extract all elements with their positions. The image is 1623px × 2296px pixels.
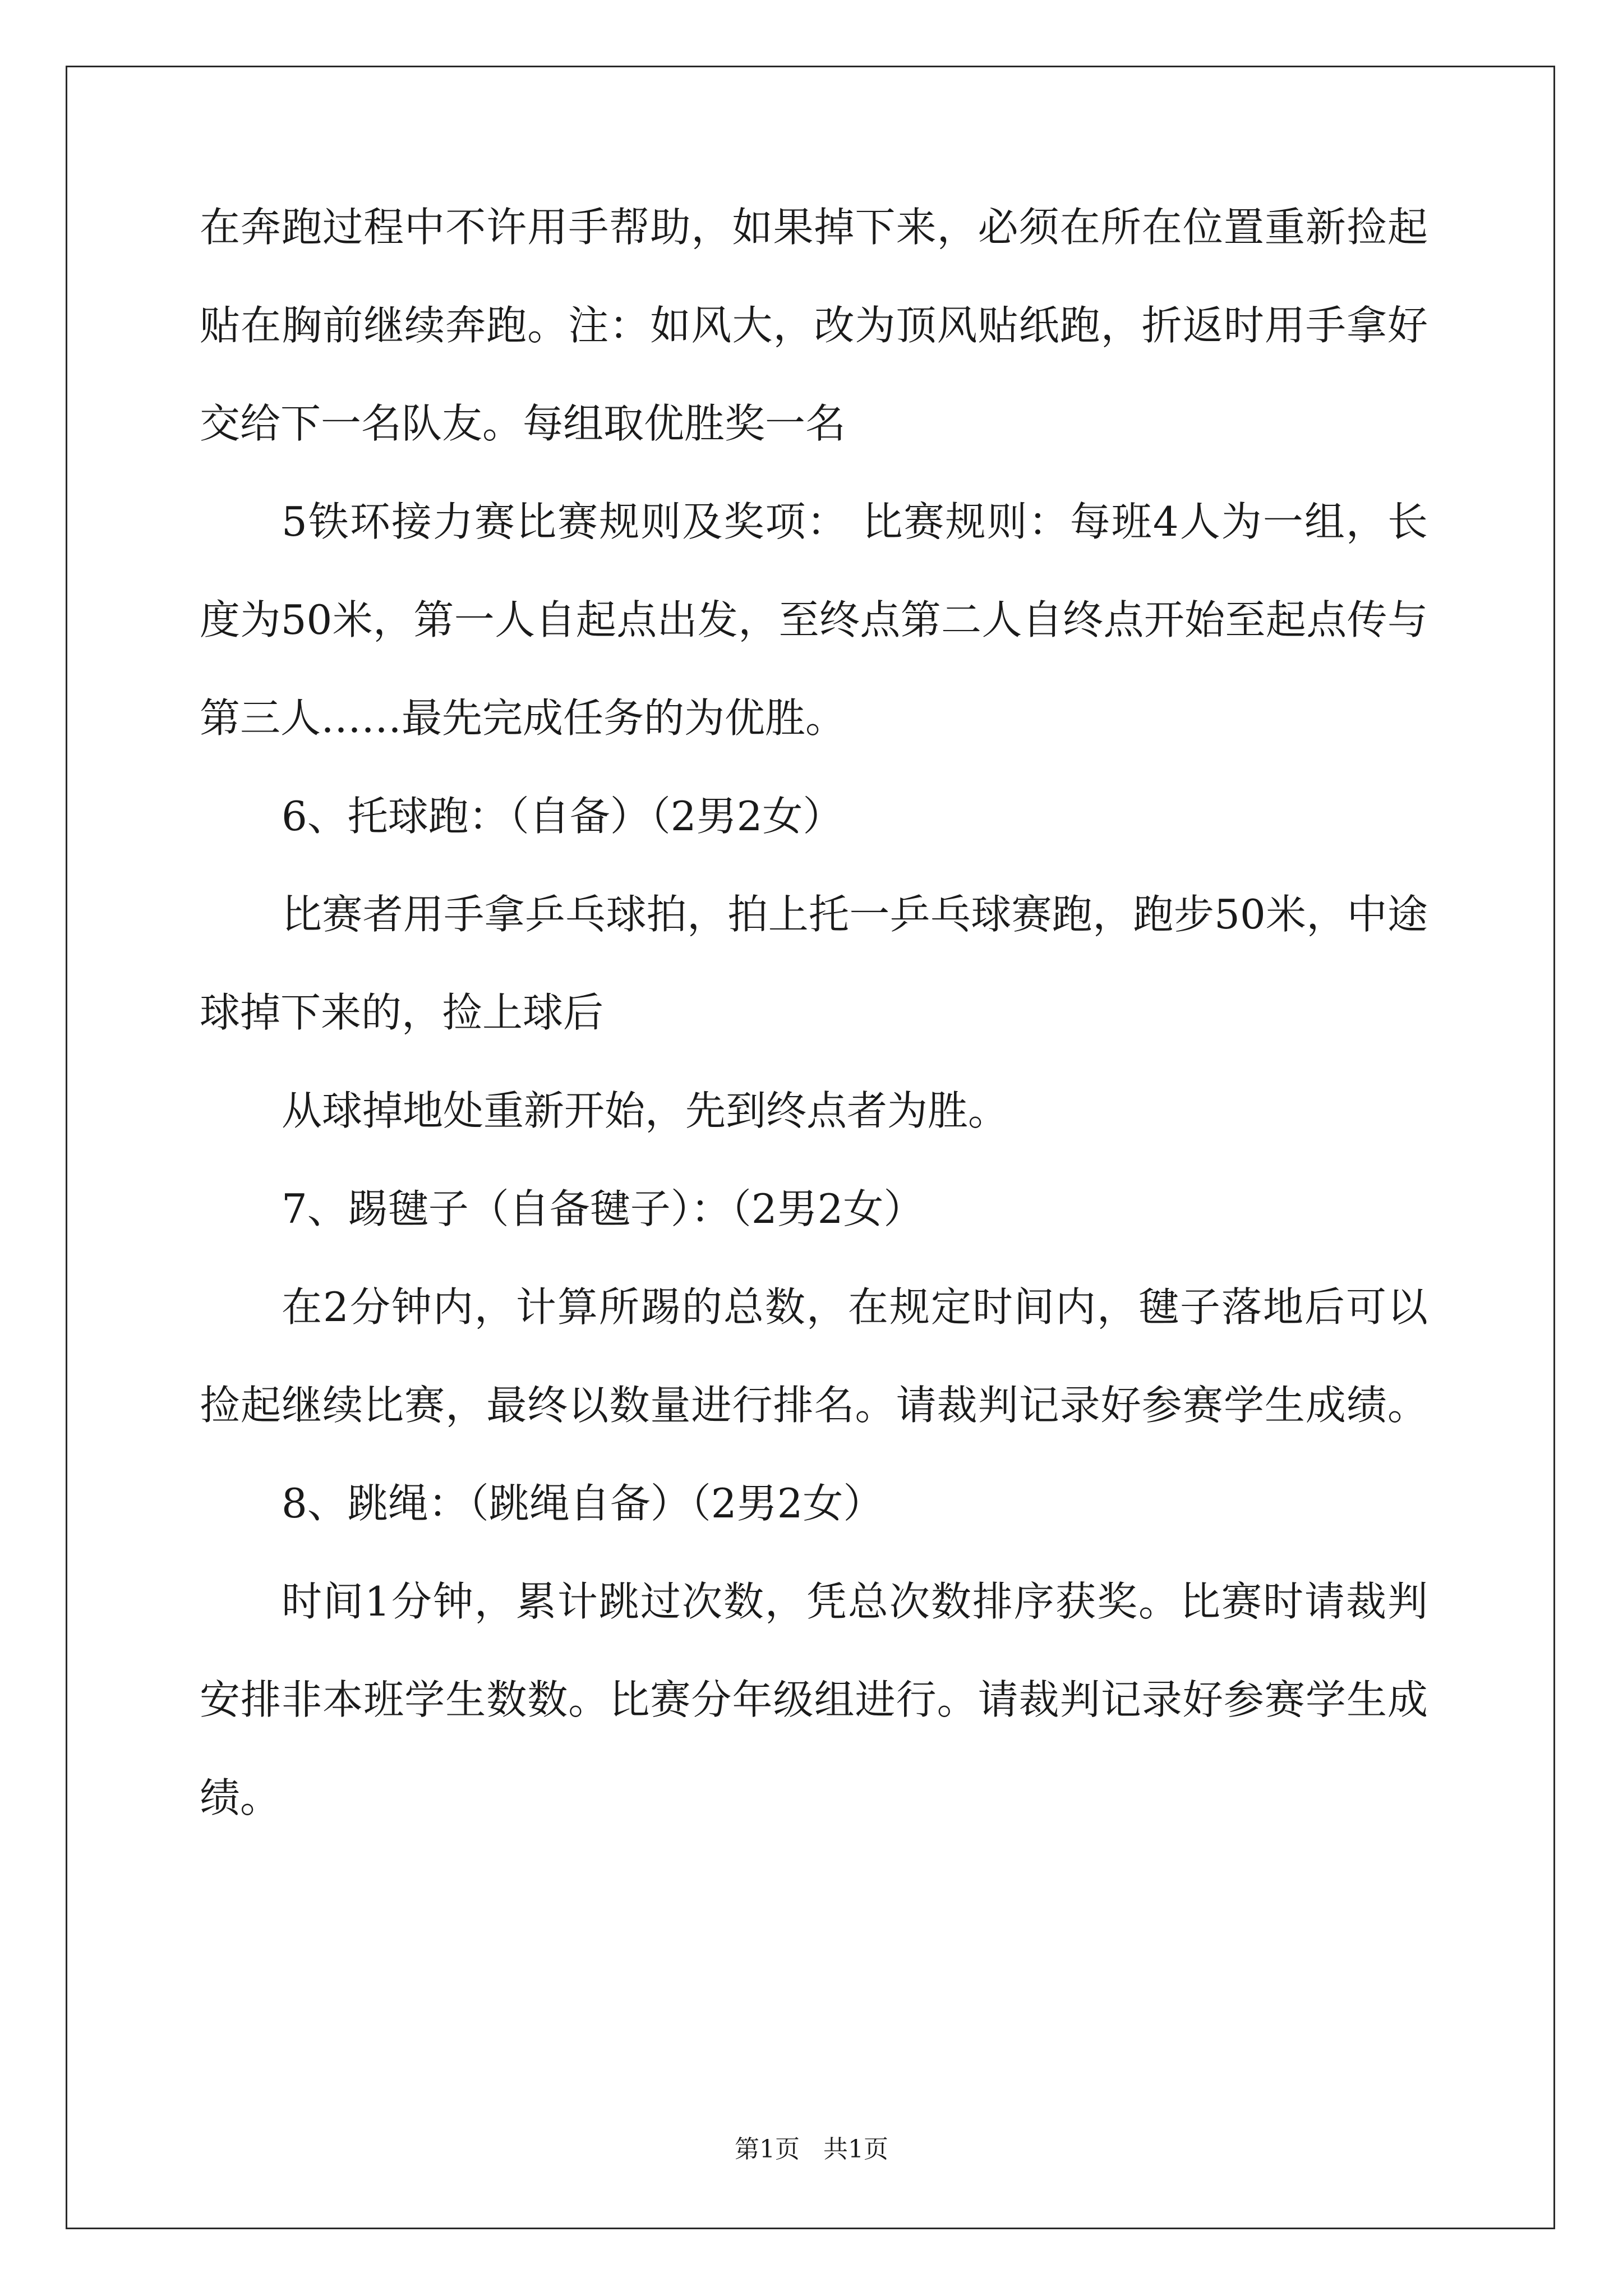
page-total: 共1页 — [823, 2135, 888, 2164]
text-line: 捡起继续比赛，最终以数量进行排名。请裁判记录好参赛学生成绩。 — [200, 1382, 1428, 1429]
text-line: 安排非本班学生数数。比赛分年级组进行。请裁判记录好参赛学生成 — [200, 1676, 1428, 1723]
text-line: 时间1分钟，累计跳过次数，凭总次数排序获奖。比赛时请裁判 — [282, 1578, 1428, 1625]
text-line: 在奔跑过程中不许用手帮助，如果掉下来，必须在所在位置重新捡起 — [200, 204, 1428, 251]
text-line: 5铁环接力赛比赛规则及奖项： 比赛规则：每班4人为一组，长 — [282, 498, 1428, 545]
page-number: 第1页 — [735, 2135, 800, 2164]
page-footer — [0, 2133, 1623, 2166]
text-line: 比赛者用手拿乒乓球拍，拍上托一乒乓球赛跑，跑步50米，中途 — [282, 891, 1428, 938]
text-line: 交给下一名队友。每组取优胜奖一名 — [200, 400, 846, 447]
section-heading: 6、托球跑：（自备）（2男2女） — [282, 793, 843, 840]
text-line: 贴在胸前继续奔跑。注：如风大，改为顶风贴纸跑，折返时用手拿好 — [200, 302, 1428, 349]
text-line: 从球掉地处重新开始，先到终点者为胜。 — [282, 1087, 1009, 1134]
section-heading: 8、跳绳：（跳绳自备）（2男2女） — [282, 1480, 884, 1527]
text-line: 在2分钟内，计算所踢的总数，在规定时间内，毽子落地后可以 — [282, 1283, 1428, 1331]
text-line: 第三人……最先完成任务的为优胜。 — [200, 694, 846, 742]
text-line: 度为50米，第一人自起点出发，至终点第二人自终点开始至起点传与 — [200, 596, 1428, 643]
page-border — [66, 66, 1555, 2229]
section-heading: 7、踢毽子（自备毽子）：（2男2女） — [282, 1185, 924, 1232]
text-line: 绩。 — [200, 1774, 281, 1821]
text-line: 球掉下来的，捡上球后 — [200, 989, 604, 1036]
